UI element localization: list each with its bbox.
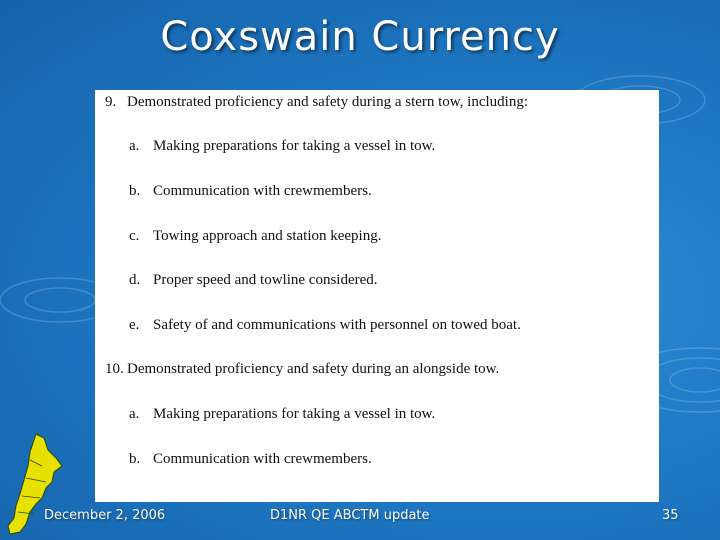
sub-item-letter: a. <box>129 138 140 154</box>
footer-date: December 2, 2006 <box>44 508 166 523</box>
sub-item-text: Making preparations for taking a vessel in tow. <box>153 406 436 422</box>
item-text: Demonstrated proficiency and safety during an alongside tow. <box>127 361 500 377</box>
item-number: 9. <box>105 94 117 110</box>
sub-item-letter: d. <box>129 272 141 288</box>
item-number: 10. <box>105 361 124 377</box>
page-number: 35 <box>662 508 679 523</box>
sub-item-text: Communication with crewmembers. <box>153 451 372 467</box>
sub-item-letter: c. <box>129 228 140 244</box>
sub-item-letter: b. <box>129 183 141 199</box>
document-excerpt <box>95 90 659 502</box>
sub-item-letter: b. <box>129 451 141 467</box>
footer-center-text: D1NR QE ABCTM update <box>270 508 430 523</box>
item-text: Demonstrated proficiency and safety during a stern tow, including: <box>127 94 528 110</box>
sub-item-letter: a. <box>129 406 140 422</box>
sub-item-letter: e. <box>129 317 140 333</box>
sub-item-text: Safety of and communications with personnel on towed boat. <box>153 317 521 333</box>
sub-item-text: Proper speed and towline considered. <box>153 272 378 288</box>
sub-item-text: Communication with crewmembers. <box>153 183 372 199</box>
sub-item-text: Making preparations for taking a vessel in tow. <box>153 138 436 154</box>
sub-item-text: Towing approach and station keeping. <box>153 228 382 244</box>
slide-title: Coxswain Currency <box>160 14 560 60</box>
